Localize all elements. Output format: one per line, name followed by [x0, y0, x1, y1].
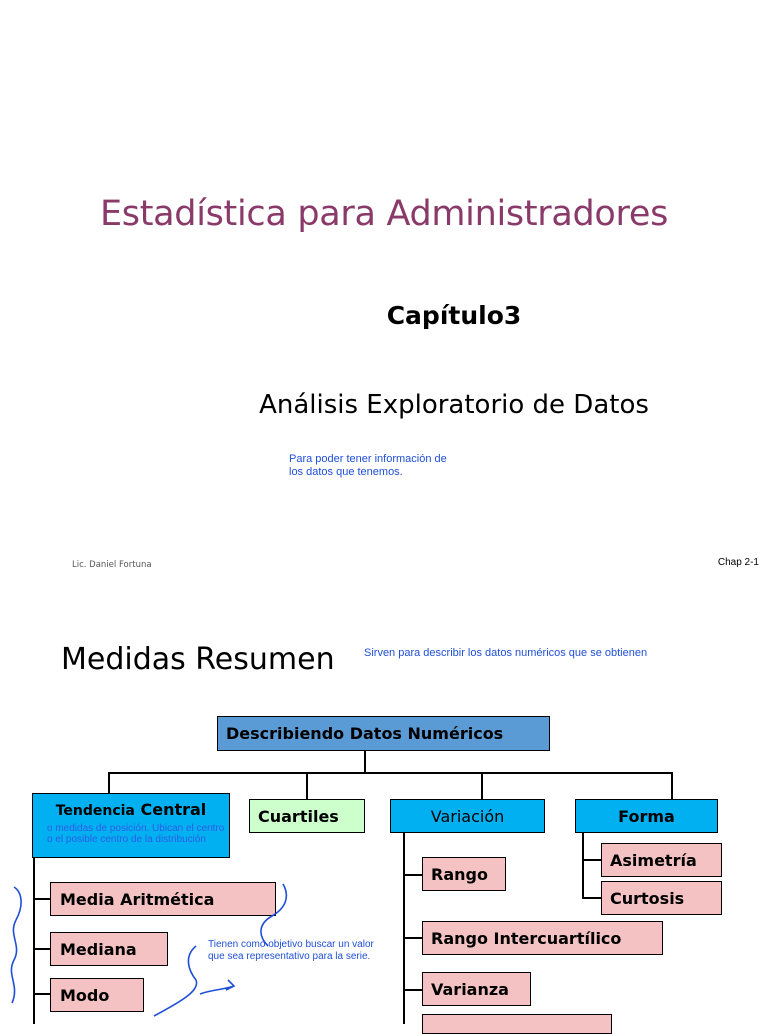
slide-title: Estadística para Administradores — [99, 194, 669, 234]
category-quartiles: Cuartiles — [249, 799, 365, 833]
root-node: Describiendo Datos Numéricos — [217, 716, 550, 751]
annotation-note: Para poder tener información de los datos que tenemos. — [289, 453, 447, 478]
category-label: Tendencia Central — [55, 800, 207, 819]
item-skewness: Asimetría — [601, 843, 722, 877]
section-note: Sirven para describir los datos numéricos que se obtienen — [364, 647, 648, 659]
slide-subtitle: Análisis Exploratorio de Datos — [259, 390, 649, 420]
footer-page: Chap 2-1 — [717, 557, 759, 568]
item-median: Mediana — [50, 932, 168, 966]
handwritten-note: Tienen como objetivo buscar un valor que sea representativo para la serie. — [208, 939, 374, 962]
item-mean: Media Aritmética — [50, 882, 276, 916]
category-shape: Forma — [575, 799, 718, 833]
chapter-heading: Capítulo3 — [386, 301, 522, 330]
item-range: Rango — [422, 857, 506, 891]
item-kurtosis: Curtosis — [601, 881, 722, 915]
footer-author: Lic. Daniel Fortuna — [72, 560, 152, 570]
item-mode: Modo — [50, 978, 144, 1012]
item-variance: Varianza — [422, 972, 531, 1006]
category-variation: Variación — [390, 799, 545, 833]
category-note: o medidas de posición. Ubican el centro o el posible centro de la distribución — [47, 823, 225, 845]
item-interquartile-range: Rango Intercuartílico — [422, 921, 663, 955]
section-title: Medidas Resumen — [61, 642, 335, 677]
